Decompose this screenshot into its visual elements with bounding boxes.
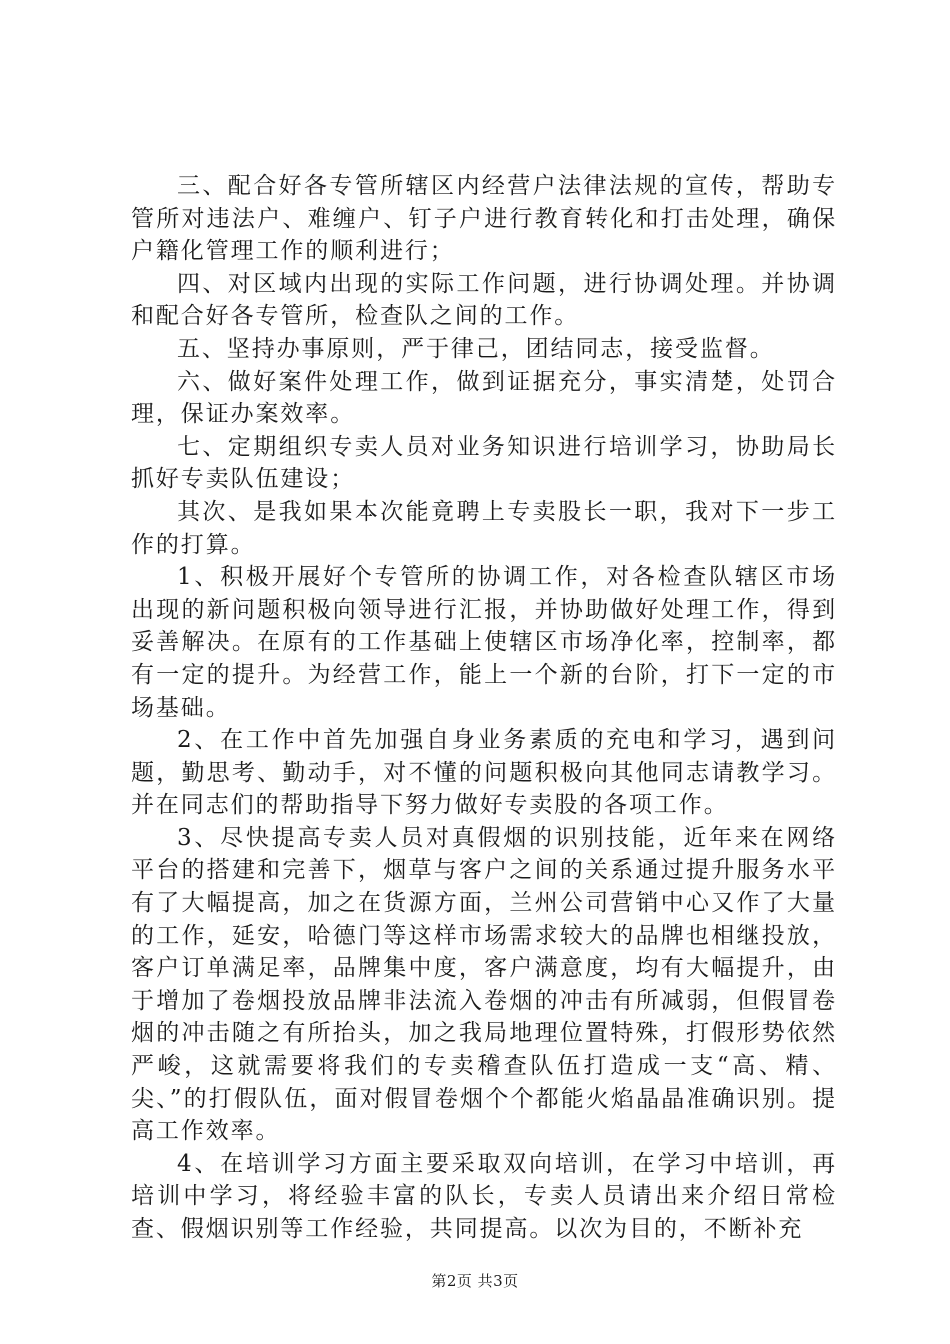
paragraph-5: 五、坚持办事原则，严于律己，团结同志，接受监督。 (177, 335, 775, 362)
paragraph-item-1: 1、积极开展好个专管所的协调工作，对各检查队辖区市场出现的新问题积极向领导进行汇报，并协助做好处理工作，得到妥善解决。在原有的工作基础上使辖区市场净化率，控制率，都有一定的提升。为经营工作，能上一个新的台阶，打下一定的市场基础。 (131, 564, 837, 721)
paragraph-3: 三、配合好各专管所辖区内经营户法律法规的宣传，帮助专管所对违法户、难缠户、钉子户进行教育转化和打击处理，确保户籍化管理工作的顺利进行； (131, 173, 837, 265)
document-body (131, 170, 837, 1246)
page-footer: 第2页 共3页 (431, 1272, 519, 1290)
paragraph-6: 六、做好案件处理工作，做到证据充分，事实清楚，处罚合理，保证办案效率。 (131, 368, 837, 428)
paragraph-item-2: 2、在工作中首先加强自身业务素质的充电和学习，遇到问题，勤思考、勤动手，对不懂的问题积极向其他同志请教学习。并在同志们的帮助指导下努力做好专卖股的各项工作。 (131, 727, 837, 819)
paragraph-item-4: 4、在培训学习方面主要采取双向培训，在学习中培训，再培训中学习，将经验丰富的队长，专卖人员请出来介绍日常检查、假烟识别等工作经验，共同提高。以次为目的，不断补充 (131, 1150, 837, 1242)
paragraph-secondly: 其次、是我如果本次能竟聘上专卖股长一职，我对下一步工作的打算。 (131, 498, 837, 558)
paragraph-4: 四、对区域内出现的实际工作问题，进行协调处理。并协调和配合好各专管所，检查队之间的工作。 (131, 270, 837, 330)
paragraph-item-3: 3、尽快提高专卖人员对真假烟的识别技能，近年来在网络平台的搭建和完善下，烟草与客户之间的关系通过提升服务水平有了大幅提高，加之在货源方面，兰州公司营销中心又作了大量的工作，延安，哈德门等这样市场需求较大的品牌也相继投放，客户订单满足率，品牌集中度，客户满意度，均有大幅提升，由于增加了卷烟投放品牌非法流入卷烟的冲击有所减弱，但假冒卷烟的冲击随之有所抬头，加之我局地理位置特殊，打假形势依然严峻，这就需要将我们的专卖稽查队伍打造成一支“高、精、尖、”的打假队伍，面对假冒卷烟个个都能火焰晶晶准确识别。提高工作效率。 (131, 824, 837, 1145)
paragraph-7: 七、定期组织专卖人员对业务知识进行培训学习，协助局长抓好专卖队伍建设； (131, 433, 837, 493)
